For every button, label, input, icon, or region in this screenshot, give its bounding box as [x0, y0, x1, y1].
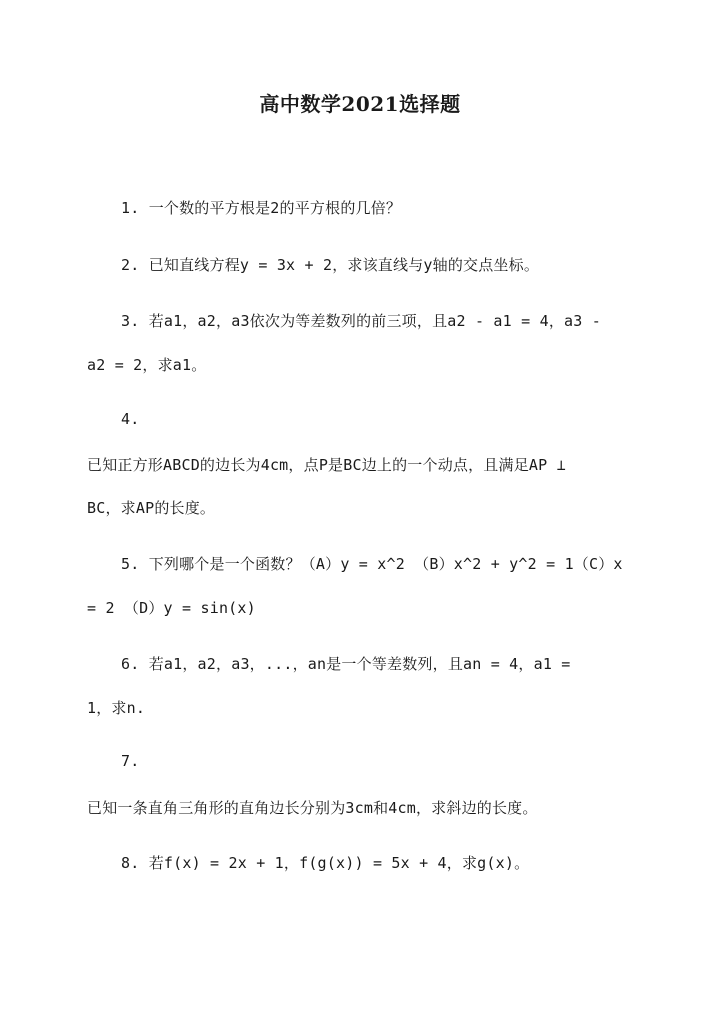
question-4-line-1: 4. — [121, 410, 140, 428]
question-2-line-1: 2. 已知直线方程y = 3x + 2，求该直线与y轴的交点坐标。 — [121, 256, 540, 274]
question-6-line-1: 6. 若a1，a2，a3，...，an是一个等差数列，且an = 4，a1 = — [121, 655, 571, 673]
question-7-line-1: 7. — [121, 752, 140, 770]
question-3-line-1: 3. 若a1，a2，a3依次为等差数列的前三项，且a2 - a1 = 4，a3 - — [121, 312, 601, 330]
question-5-line-2: = 2 （D）y = sin(x) — [87, 599, 256, 617]
question-8-line-1: 8. 若f(x) = 2x + 1，f(g(x)) = 5x + 4，求g(x)。 — [121, 854, 530, 872]
document-title: 高中数学2021选择题 — [259, 92, 461, 116]
question-4-line-3: BC，求AP的长度。 — [87, 499, 216, 517]
question-5-line-1: 5. 下列哪个是一个函数？（A）y = x^2 （B）x^2 + y^2 = 1（C）x — [121, 555, 623, 573]
question-1-line-1: 1. 一个数的平方根是2的平方根的几倍？ — [121, 199, 402, 217]
question-4-line-2: 已知正方形ABCD的边长为4cm，点P是BC边上的一个动点，且满足AP ⊥ — [87, 456, 566, 474]
question-6-line-2: 1，求n. — [87, 699, 146, 717]
question-7-line-2: 已知一条直角三角形的直角边长分别为3cm和4cm，求斜边的长度。 — [87, 799, 538, 817]
question-3-line-2: a2 = 2，求a1。 — [87, 356, 207, 374]
